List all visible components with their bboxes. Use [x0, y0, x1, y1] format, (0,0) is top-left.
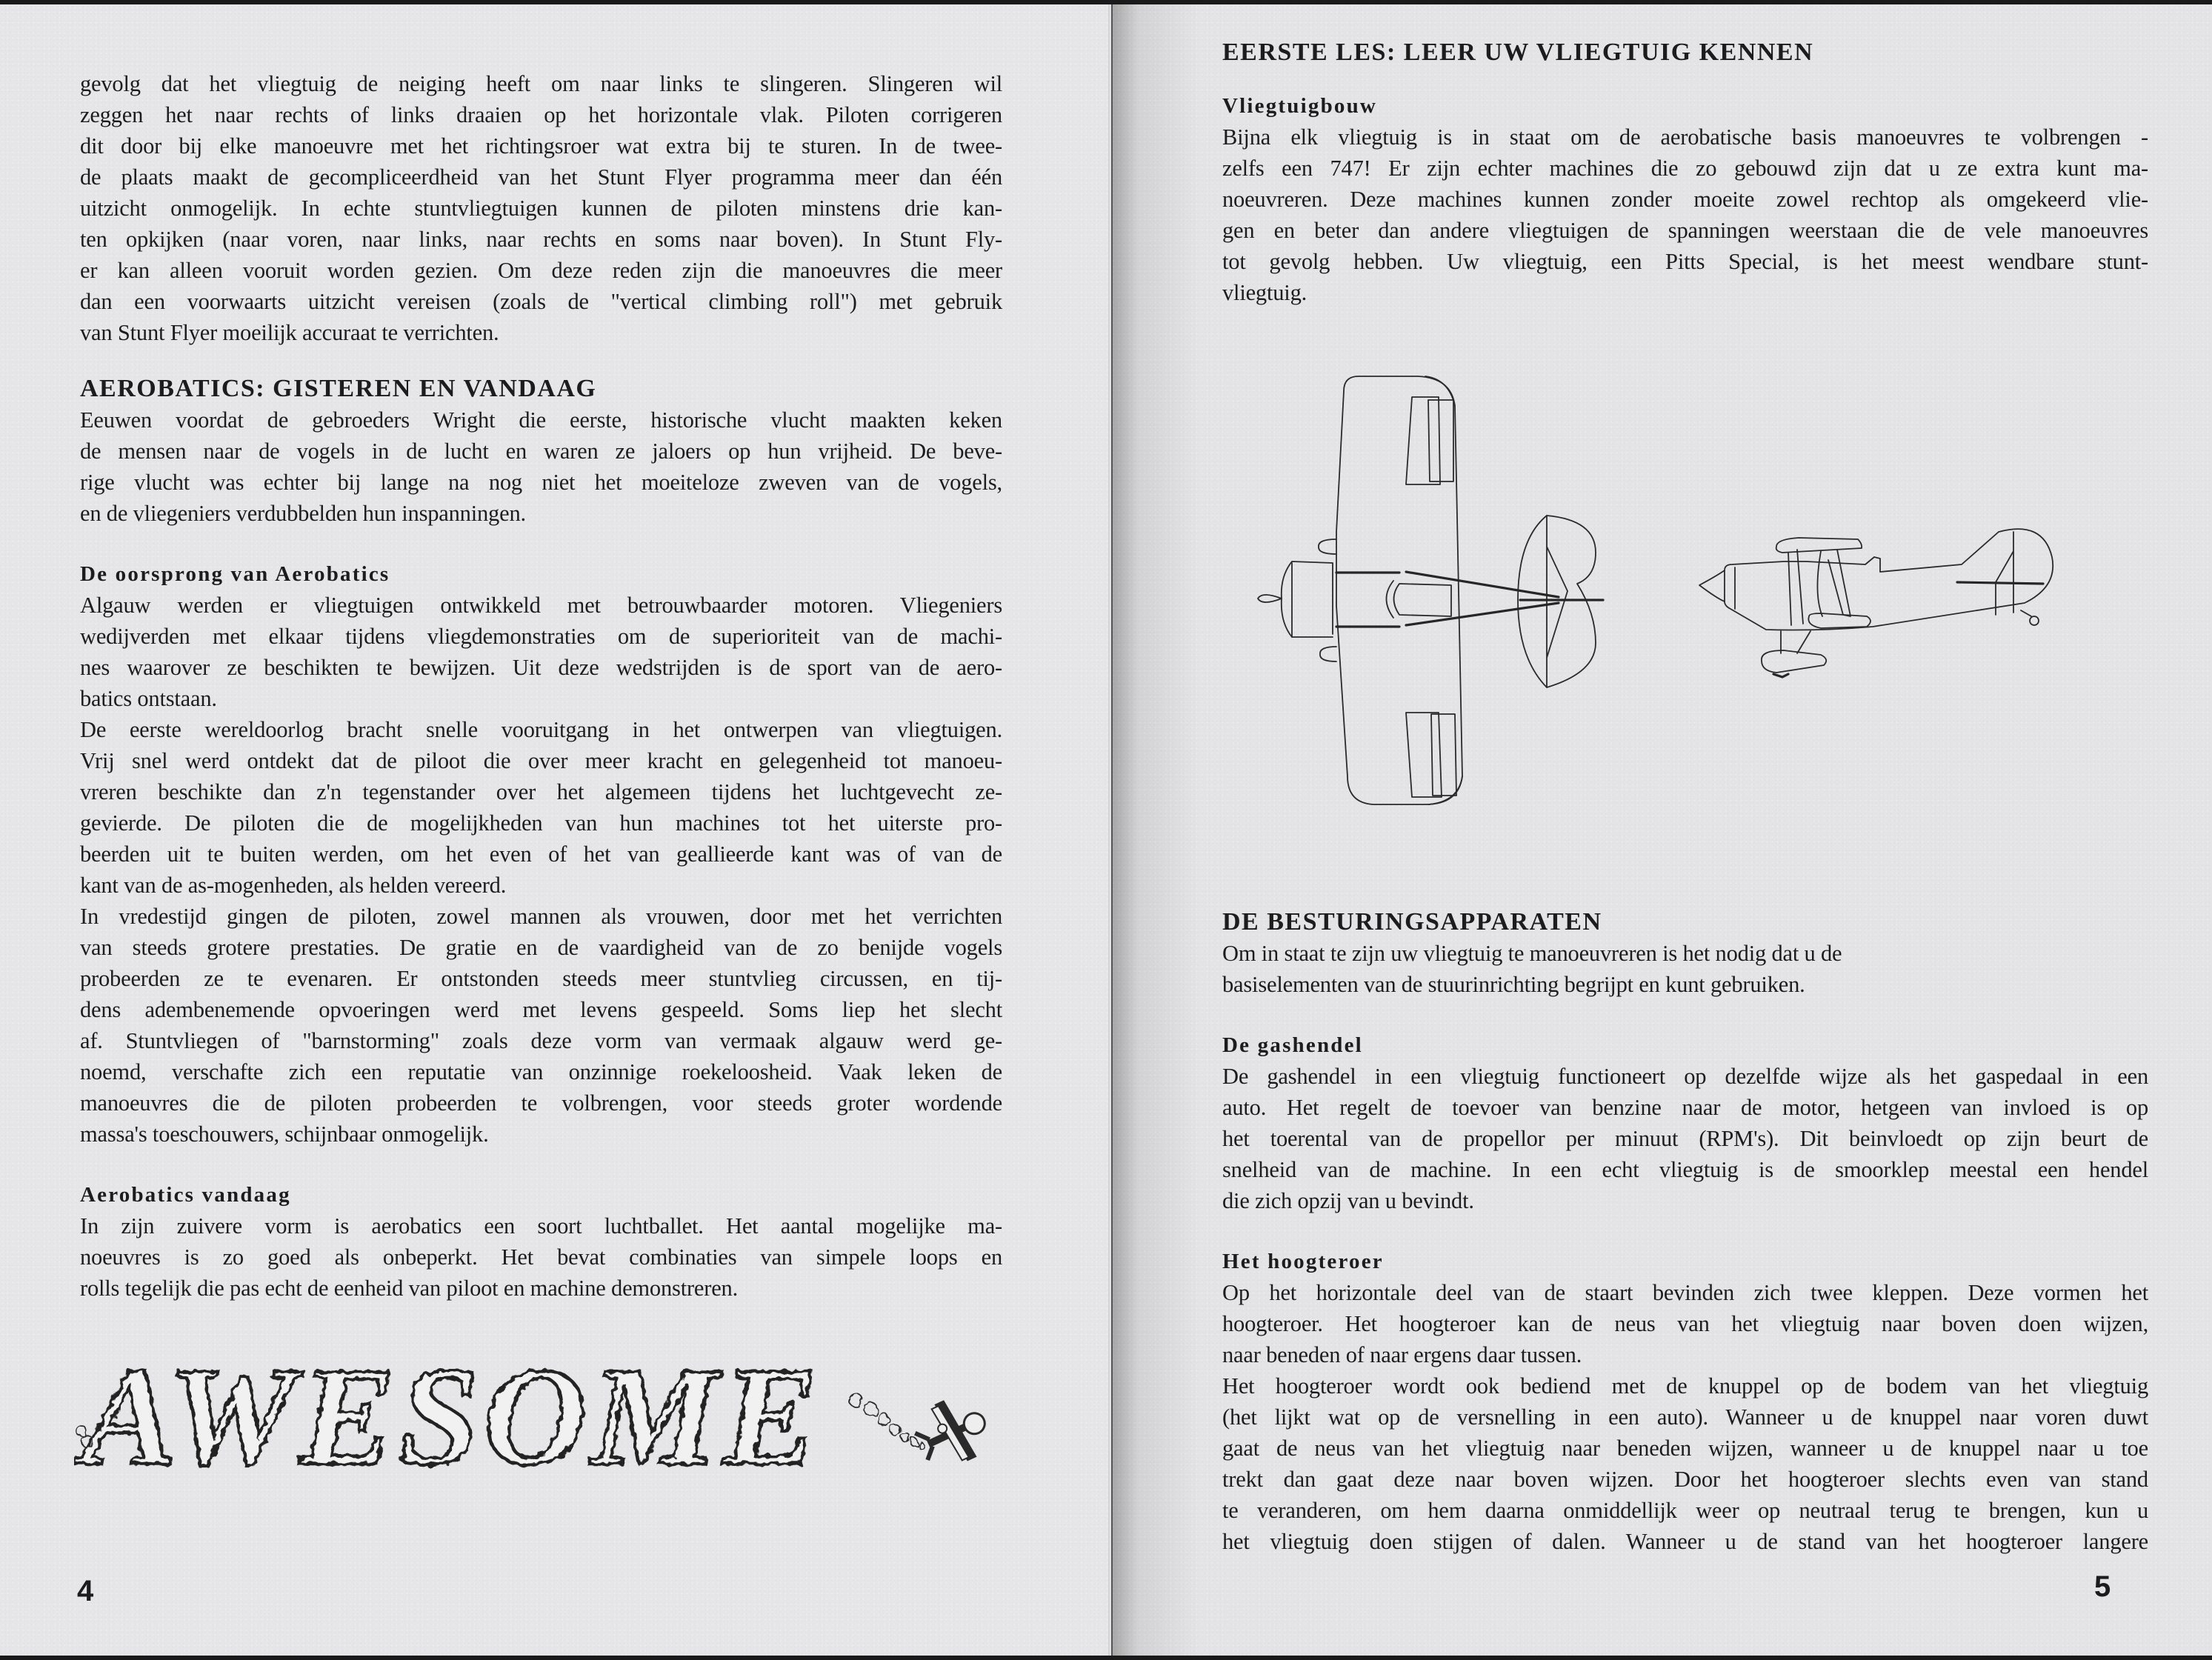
controls-section — [1222, 907, 2148, 1557]
pitts-special-side-view-diagram — [1673, 505, 2073, 683]
text-line: In vredestijd gingen de piloten, zowel mannen als vrouwen, door met het verrichten — [80, 904, 1002, 929]
text-line: auto. Het regelt de toevoer van benzine naar de motor, hetgeen van invloed is op — [1222, 1095, 2148, 1120]
intro-paragraph — [80, 68, 1002, 348]
page-number-right: 5 — [2094, 1570, 2111, 1603]
text-line: rolls tegelijk die pas echt de eenheid van piloot en machine demonstreren. — [80, 1276, 739, 1301]
throttle-paragraph — [1222, 1061, 2148, 1216]
text-line: De eerste wereldoorlog bracht snelle vooruitgang in het ontwerpen van vliegtuigen. — [80, 717, 1002, 742]
text-line: te veranderen, om hem daarna onmiddellijk weer op neutraal terug te brengen, kun u — [1222, 1498, 2148, 1523]
right-text-column — [1222, 33, 2148, 308]
text-line: van steeds grotere prestaties. De gratie en de vaardigheid van de zo benijde vogels — [80, 935, 1002, 960]
text-line: basiselementen van de stuurinrichting begrijpt en kunt gebruiken. — [1222, 972, 1805, 997]
text-line: af. Stuntvliegen of "barnstorming" zoals deze vorm van vermaak algauw werd ge- — [80, 1028, 1002, 1053]
text-line: die zich opzij van u bevindt. — [1222, 1188, 1474, 1213]
text-line: van Stunt Flyer moeilijk accuraat te verrichten. — [80, 320, 499, 345]
text-line: er kan alleen vooruit worden gezien. Om deze reden zijn die manoeuvres die meer — [80, 258, 1002, 283]
page-number-left: 4 — [77, 1575, 94, 1607]
text-line: de plaats maakt de gecompliceerdheid van het Stunt Flyer programma meer dan één — [80, 164, 1002, 190]
text-line: snelheid van de machine. In een echt vliegtuig is de smoorklep meestal een hendel — [1222, 1157, 2148, 1182]
text-line: zelfs een 747! Er zijn echter machines die zo gebouwd zijn dat u ze extra kunt ma- — [1222, 156, 2148, 181]
aerobatics-paragraph — [80, 404, 1002, 529]
text-line: het toerental van de propellor per minuut (RPM's). Dit beinvloedt op zijn beurt de — [1222, 1126, 2148, 1151]
text-line: noemd, verschafte zich een reputatie van onzinnige roekeloosheid. Vaak leken de — [80, 1059, 1002, 1084]
text-line: de mensen naar de vogels in de lucht en waren ze jaloers op hun vrijheid. De beve- — [80, 439, 1002, 464]
chapter-title: EERSTE LES: LEER UW VLIEGTUIG KENNEN — [1222, 39, 1814, 66]
text-line: gaat de neus van het vliegtuig naar beneden wijzen, wanneer u de knuppel naar u toe — [1222, 1436, 2148, 1461]
text-line: Het hoogteroer wordt ook bediend met de knuppel op de bodem van het vliegtuig — [1222, 1373, 2148, 1399]
airframe-outline — [1699, 529, 2053, 673]
text-line: noeuvres is zo goed als onbeperkt. Het bevat combinaties van simpele loops en — [80, 1244, 1002, 1270]
subheading-elevator: Het hoogteroer — [1222, 1250, 1384, 1273]
construction-paragraph — [1222, 121, 2148, 308]
text-line: naar beneden of naar ergens daar tussen. — [1222, 1342, 1582, 1367]
text-line: tot gevolg hebben. Uw vliegtuig, een Pitts Special, is het meest wendbare stunt- — [1222, 249, 2148, 274]
subheading-origin: De oorsprong van Aerobatics — [80, 562, 390, 586]
section-title-aerobatics: AEROBATICS: GISTEREN EN VANDAAG — [80, 375, 597, 402]
text-line: (het lijkt wat op de versnelling in een auto). Wanneer u de knuppel naar voren duwt — [1222, 1404, 2148, 1430]
text-line: Vrij snel werd ontdekt dat de piloot die over meer kracht en gelegenheid tot manoeu- — [80, 748, 1002, 773]
page-4 — [0, 4, 1111, 1656]
text-line: Eeuwen voordat de gebroeders Wright die eerste, historische vlucht maakten keken — [80, 407, 1002, 433]
elevator-paragraph — [1222, 1277, 2148, 1557]
text-line: batics ontstaan. — [80, 686, 217, 711]
text-line: manoeuvres die de piloten probeerden te volbrengen, voor steeds groter wordende — [80, 1090, 1002, 1116]
text-line: vreren beschikte dan z'n tegenstander over het algemeen tijdens het luchtgevecht ze- — [80, 779, 1002, 804]
subheading-today: Aerobatics vandaag — [80, 1183, 291, 1207]
text-line: gevolg dat het vliegtuig de neiging heeft om naar links te slingeren. Slingeren wil — [80, 71, 1002, 96]
top-view-drawing — [1247, 361, 1618, 806]
section-title-controls: DE BESTURINGSAPPARATEN — [1222, 908, 1602, 936]
text-line: zeggen het naar rechts of links draaien op het horizontale vlak. Piloten corrigeren — [80, 102, 1002, 127]
binding-fold — [1111, 4, 1113, 1656]
text-line: De gashendel in een vliegtuig functioneert op dezelfde wijze als het gaspedaal in een — [1222, 1064, 2148, 1089]
text-line: dan een voorwaarts uitzicht vereisen (zoals de "vertical climbing roll") met gebruik — [80, 289, 1002, 314]
text-line: vliegtuig. — [1222, 280, 1307, 305]
text-line: probeerden ze te evenaren. Er ontstonden steeds meer stuntvlieg circussen, en tij- — [80, 966, 1002, 991]
text-line: nes waarover ze beschikten te bewijzen. Uit deze wedstrijden is de sport van de aero- — [80, 655, 1002, 680]
text-line: Op het horizontale deel van de staart bevinden zich twee kleppen. Deze vormen het — [1222, 1280, 2148, 1305]
text-line: wedijverden met elkaar tijdens vliegdemonstraties om de superioriteit van de machi- — [80, 624, 1002, 649]
left-text-column — [80, 68, 1002, 1304]
text-line: noeuvreren. Deze machines kunnen zonder moeite zowel rechtop als omgekeerd vlie- — [1222, 187, 2148, 212]
airframe-outline — [1258, 376, 1596, 804]
text-line: uitzicht onmogelijk. In echte stuntvliegtuigen kunnen de piloten minstens drie kan- — [80, 196, 1002, 221]
text-line: In zijn zuivere vorm is aerobatics een soort luchtballet. Het aantal mogelijke ma- — [80, 1213, 1002, 1239]
text-line: gen en beter dan andere vliegtuigen de spanningen weerstaan die de vele manoeuvres — [1222, 218, 2148, 243]
stunt-biplane-icon — [907, 1388, 997, 1476]
text-line: ten opkijken (naar voren, naar links, naar rechts en soms naar boven). In Stunt Fly- — [80, 227, 1002, 252]
controls-paragraph — [1222, 938, 2148, 1000]
awesome-skywriting-illustration — [74, 1353, 1030, 1501]
text-line: hoogteroer. Het hoogteroer kan de neus van het vliegtuig naar boven doen wijzen, — [1222, 1311, 2148, 1336]
text-line: kant van de as-mogenheden, als helden vereerd. — [80, 873, 507, 898]
pitts-special-top-view-diagram — [1247, 361, 1618, 806]
origin-paragraph — [80, 590, 1002, 1150]
text-line: beerden uit te buiten werden, om het even of het van geallieerde kant was of van de — [80, 841, 1002, 867]
today-paragraph — [80, 1210, 1002, 1304]
subheading-throttle: De gashendel — [1222, 1033, 1363, 1057]
skywriting-text: AWESOME — [74, 1353, 822, 1495]
text-line: het vliegtuig doen stijgen of dalen. Wanneer u de stand van het hoogteroer langere — [1222, 1529, 2148, 1554]
text-line: Bijna elk vliegtuig is in staat om de aerobatische basis manoeuvres te volbrengen - — [1222, 124, 2148, 150]
text-line: dit door bij elke manoeuvre met het richtingsroer wat extra bij te sturen. In de twee- — [80, 133, 1002, 159]
skywriting-graphic — [74, 1353, 1030, 1501]
text-line: trekt dan gaat deze naar boven wijzen. Door het hoogteroer slechts even van stand — [1222, 1467, 2148, 1492]
text-line: rige vlucht was echter bij lange na nog niet het moeiteloze zweven van de vogels, — [80, 470, 1002, 495]
subheading-aircraft-construction: Vliegtuigbouw — [1222, 94, 1378, 118]
text-line: en de vliegeniers verdubbelden hun inspanningen. — [80, 501, 526, 526]
text-line: Algauw werden er vliegtuigen ontwikkeld met betrouwbaarder motoren. Vliegeniers — [80, 593, 1002, 618]
side-view-drawing — [1673, 505, 2073, 683]
text-line: dens adembenemende opvoeringen werd met levens gespeeld. Soms liep het slecht — [80, 997, 1002, 1022]
text-line: Om in staat te zijn uw vliegtuig te manoeuvreren is het nodig dat u de — [1222, 941, 1842, 966]
text-line: massa's toeschouwers, schijnbaar onmogelijk. — [80, 1121, 489, 1147]
page-5 — [1111, 4, 2212, 1656]
text-line: gevierde. De piloten die de mogelijkheden van hun machines tot het uiterste pro- — [80, 810, 1002, 836]
